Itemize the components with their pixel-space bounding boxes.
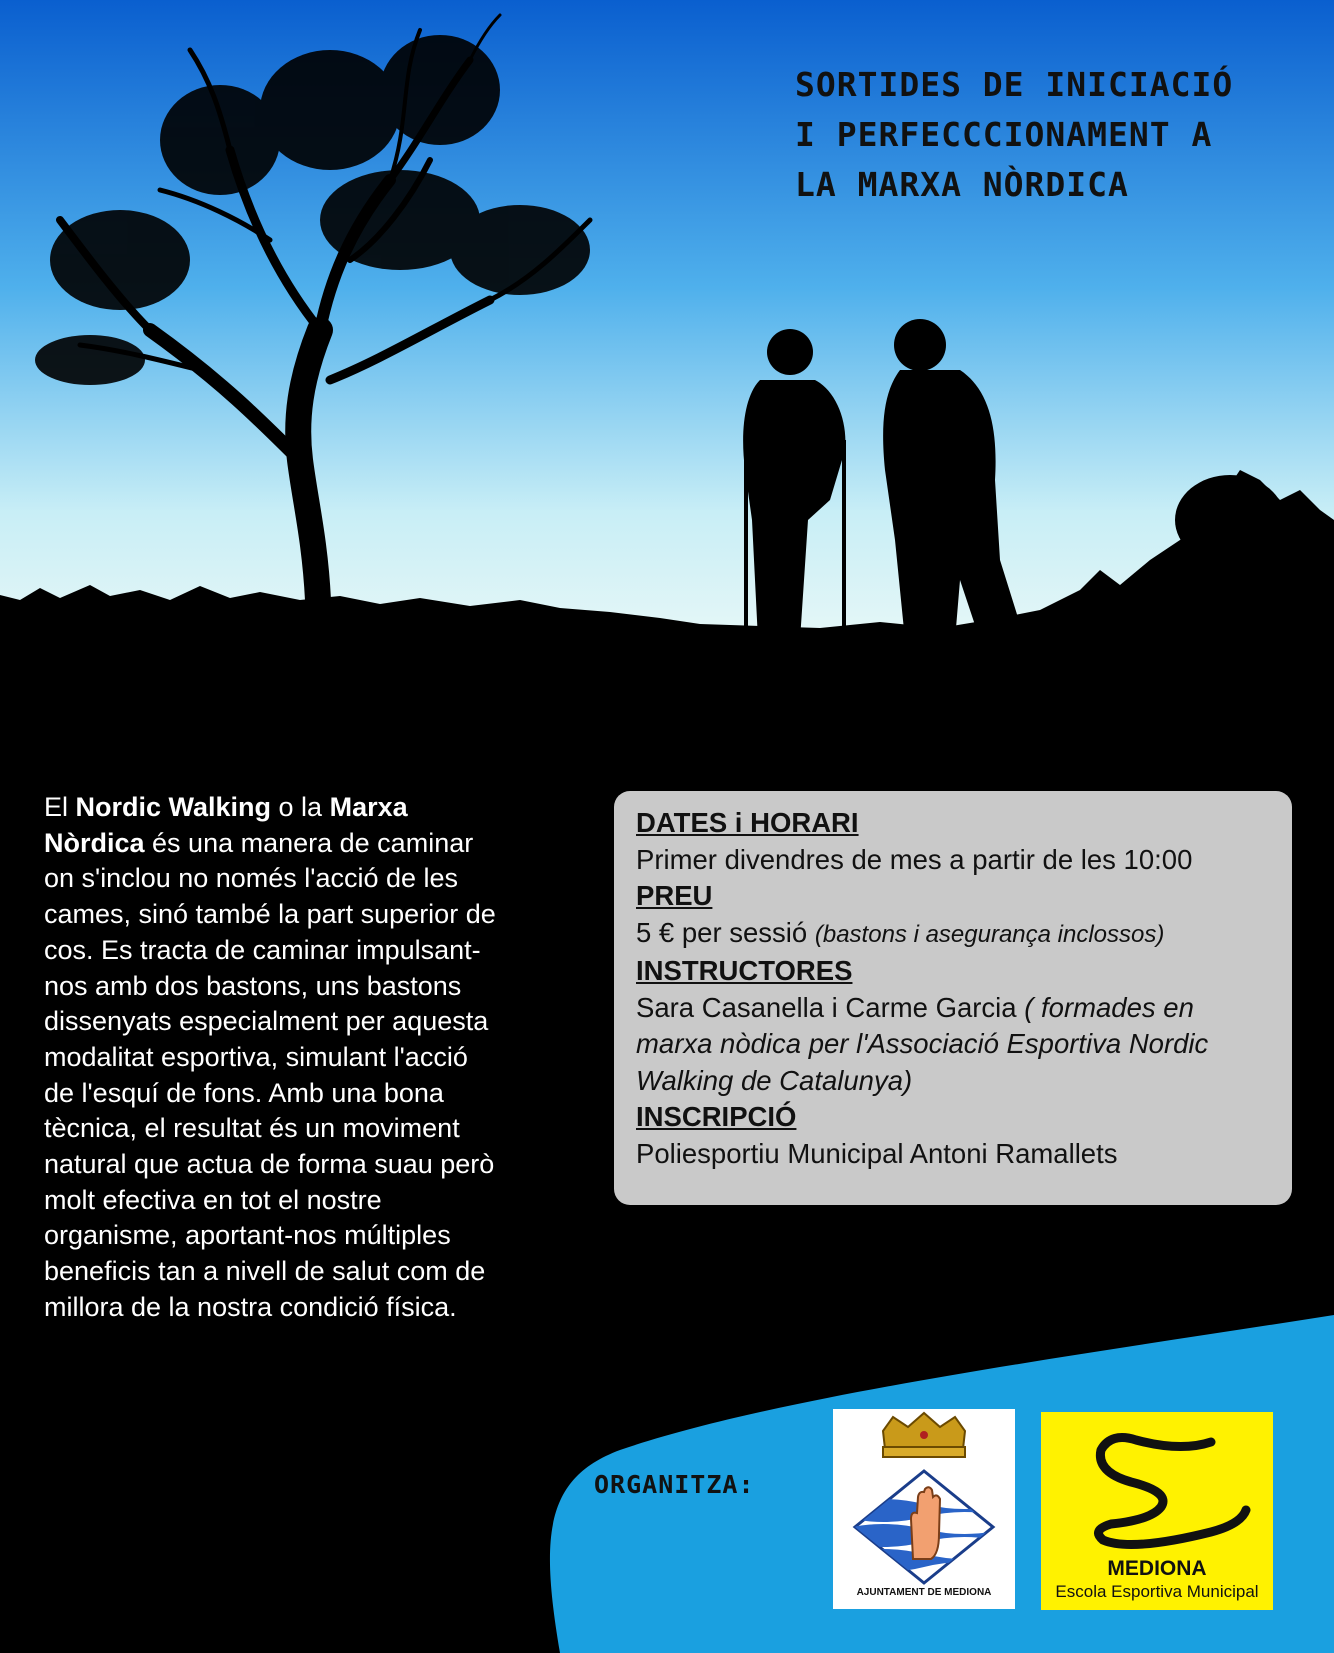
escola-name: MEDIONA bbox=[1107, 1557, 1207, 1580]
info-box bbox=[614, 791, 1292, 1205]
title-line-1: SORTIDES DE INICIACIÓ bbox=[795, 65, 1234, 104]
inscripcio-text: Poliesportiu Municipal Antoni Ramallets bbox=[636, 1137, 1118, 1169]
ajuntament-logo bbox=[833, 1409, 1015, 1609]
intro-text-o-la: o la bbox=[271, 792, 330, 822]
dates-heading: DATES i HORARI bbox=[636, 807, 859, 838]
inscripcio-heading: INSCRIPCIÓ bbox=[636, 1101, 797, 1132]
dates-text: Primer divendres de mes a partir de les 10:00 bbox=[636, 843, 1193, 875]
intro-text-el: El bbox=[44, 792, 76, 822]
coat-of-arms-icon bbox=[833, 1409, 1015, 1587]
runner-squiggle-icon bbox=[1041, 1412, 1273, 1557]
instructores-line bbox=[636, 990, 1270, 1100]
organitza-label: ORGANITZA: bbox=[594, 1470, 755, 1499]
intro-paragraph bbox=[44, 790, 504, 1326]
title-line-3: LA MARXA NÒRDICA bbox=[795, 165, 1129, 204]
instructores-heading: INSTRUCTORES bbox=[636, 955, 853, 986]
ajuntament-caption: AJUNTAMENT DE MEDIONA bbox=[856, 1587, 992, 1598]
preu-note: (bastons i asegurança inclossos) bbox=[814, 920, 1165, 948]
preu-heading: PREU bbox=[636, 880, 713, 911]
intro-bold-marxa-nordica: Marxa Nòrdica bbox=[44, 792, 408, 858]
escola-esportiva-logo bbox=[1041, 1412, 1273, 1610]
poster-title bbox=[795, 60, 1305, 210]
escola-subtitle: Escola Esportiva Municipal bbox=[1055, 1582, 1259, 1601]
intro-text-rest: és una manera de caminar on s'inclou no només l'acció de les cames, sinó també la part superior de cos. Es tracta de caminar impulsant-nos amb dos bastons, uns bastons dissenyats especialment per aquesta modalitat esportiva, simulant l'acció de l'esquí de fons. Amb una bona tècnica, el resultat és un moviment natural que actua de forma suau però molt efectiva en tot el nostre organisme, aportant-nos múltiples beneficis tan a nivell de salut com de millora de la nostra condició física. bbox=[44, 827, 496, 1322]
intro-bold-nordic-walking: Nordic Walking bbox=[75, 792, 272, 822]
preu-line bbox=[636, 915, 1270, 954]
instructores-note: ( formades en marxa nòdica per l'Associació Esportiva Nordic Walking de Catalunya) bbox=[636, 991, 1209, 1096]
title-line-2: I PERFECCCIONAMENT A bbox=[795, 115, 1213, 154]
preu-text: 5 € per sessió bbox=[636, 916, 815, 948]
instructores-text: Sara Casanella i Carme Garcia bbox=[636, 991, 1025, 1023]
